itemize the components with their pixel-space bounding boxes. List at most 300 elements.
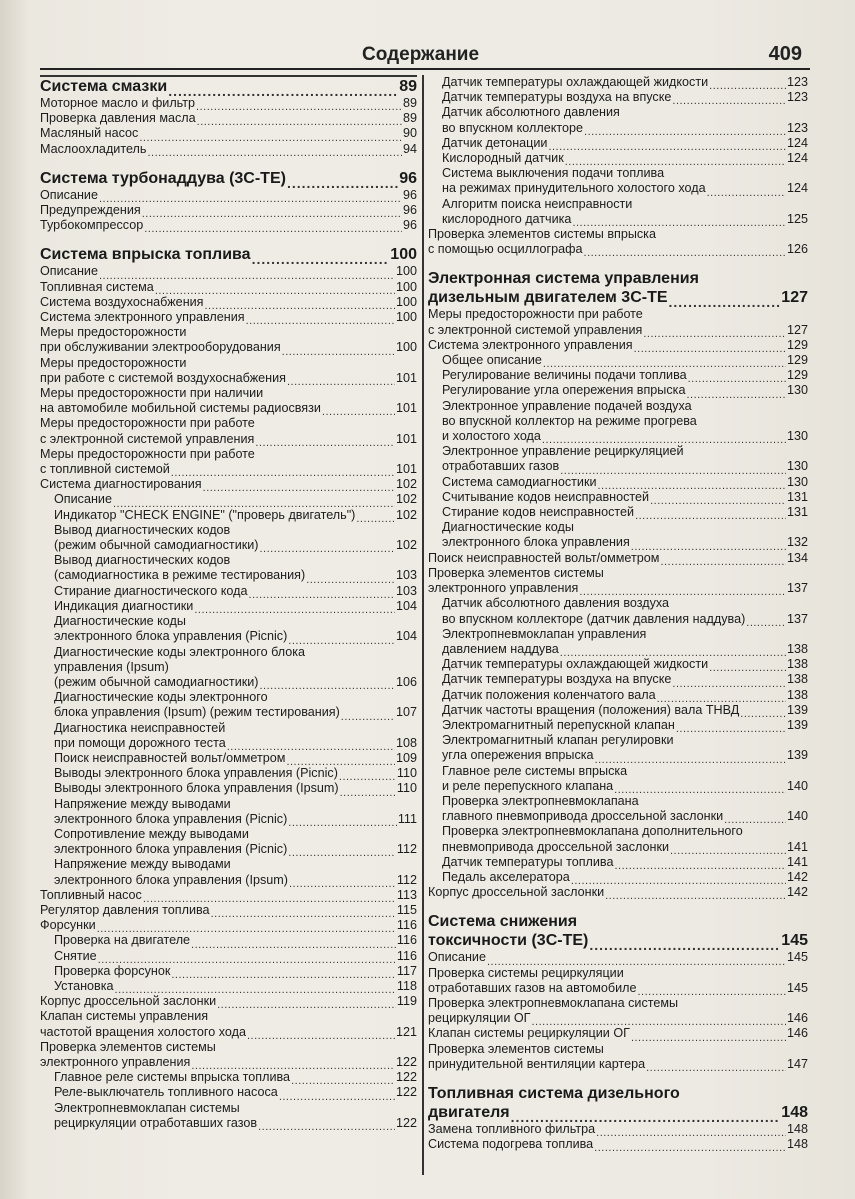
toc-entry[interactable] xyxy=(40,280,417,295)
toc-entry-title: Датчик положения коленчатого вала xyxy=(442,687,656,702)
toc-entry[interactable] xyxy=(40,508,417,523)
toc-entry[interactable] xyxy=(40,949,417,964)
dot-leader xyxy=(686,387,786,399)
toc-entry-title: Система турбонаддува (3C-TE) xyxy=(40,169,286,187)
toc-page-number: 106 xyxy=(395,674,417,689)
toc-entry[interactable] xyxy=(40,1085,417,1100)
toc-page-number: 108 xyxy=(395,735,417,750)
toc-page-number: 146 xyxy=(786,1011,808,1026)
dot-leader xyxy=(287,174,398,188)
toc-page-number: 146 xyxy=(786,1026,808,1041)
toc-entry[interactable] xyxy=(40,584,417,599)
toc-entry-title: Система электронного управления xyxy=(40,310,245,325)
toc-entry-title: Датчик температуры воздуха на впуске xyxy=(442,672,672,687)
toc-entry[interactable] xyxy=(40,218,417,233)
toc-entry-title: с топливной системой xyxy=(40,462,170,477)
toc-entry-title: Датчик детонации xyxy=(442,135,548,150)
toc-column-left xyxy=(40,75,417,1131)
dot-leader xyxy=(143,891,396,903)
dot-leader xyxy=(139,130,402,142)
toc-entry-title: Общее описание xyxy=(442,353,542,368)
toc-entry-title: Регулятор давления топлива xyxy=(40,902,210,917)
toc-entry[interactable] xyxy=(40,111,417,126)
toc-entry-title: при работе с системой воздухоснабжения xyxy=(40,370,286,385)
toc-entry[interactable] xyxy=(40,538,417,553)
toc-page-number: 103 xyxy=(395,568,417,583)
toc-page-number: 138 xyxy=(786,657,808,672)
toc-entry[interactable] xyxy=(428,885,808,900)
toc-page-number: 115 xyxy=(396,902,417,917)
toc-entry[interactable] xyxy=(428,642,808,657)
toc-page-number: 137 xyxy=(786,611,808,626)
dot-leader xyxy=(203,480,395,492)
dot-leader xyxy=(560,463,786,475)
toc-page-number: 100 xyxy=(395,340,417,355)
toc-entry[interactable] xyxy=(428,323,808,338)
toc-page-number: 116 xyxy=(396,948,417,963)
toc-entry-title: Датчик температуры охлаждающей жидкости xyxy=(442,657,709,672)
toc-page-number: 89 xyxy=(402,111,417,126)
dot-leader xyxy=(634,341,786,353)
toc-page-number: 145 xyxy=(786,980,808,995)
dot-leader xyxy=(672,93,786,105)
dot-leader xyxy=(259,541,395,553)
dot-leader xyxy=(543,356,786,368)
toc-page-number: 109 xyxy=(395,750,417,765)
toc-entry[interactable] xyxy=(428,136,808,151)
toc-page-number: 101 xyxy=(395,401,417,416)
toc-entry-title: давлением наддува xyxy=(442,641,559,656)
toc-entry[interactable] xyxy=(40,736,417,751)
dot-leader xyxy=(249,587,395,599)
dot-leader xyxy=(650,493,786,505)
toc-entry[interactable] xyxy=(40,1025,417,1040)
dot-leader xyxy=(252,250,390,264)
dot-leader xyxy=(542,432,786,444)
toc-entry[interactable] xyxy=(40,918,417,933)
toc-page-number: 124 xyxy=(786,181,808,196)
dot-leader xyxy=(598,478,786,490)
toc-entry-line: Датчик абсолютного давления xyxy=(442,105,620,120)
toc-section[interactable] xyxy=(40,169,417,188)
toc-entry[interactable] xyxy=(40,188,417,203)
toc-page-number: 123 xyxy=(786,120,808,135)
toc-entry-line: Вывод диагностических кодов xyxy=(54,522,231,537)
toc-entry[interactable] xyxy=(40,295,417,310)
toc-entry[interactable] xyxy=(40,462,417,477)
toc-entry[interactable] xyxy=(428,551,808,566)
toc-entry-line: Проверка системы рециркуляции xyxy=(428,965,624,980)
toc-page-number: 104 xyxy=(395,598,417,613)
toc-entry[interactable] xyxy=(40,705,417,720)
toc-entry[interactable] xyxy=(40,310,417,325)
toc-entry-title: рециркуляции ОГ xyxy=(428,1011,531,1026)
section-gap xyxy=(428,900,808,912)
page-header xyxy=(40,40,810,70)
toc-page-number: 100 xyxy=(395,264,417,279)
toc-entry-title: Снятие xyxy=(54,948,97,963)
toc-entry[interactable] xyxy=(40,842,417,857)
toc-entry-title: угла опережения впрыска xyxy=(442,748,594,763)
toc-page-number: 148 xyxy=(781,1103,808,1121)
page-title: Содержание xyxy=(362,44,480,65)
dot-leader xyxy=(99,191,402,203)
toc-entry-line: Проверка электропневмоклапана системы xyxy=(428,995,679,1010)
toc-entry-title: Топливная система xyxy=(40,279,154,294)
dot-leader xyxy=(246,313,395,325)
dot-leader xyxy=(565,154,786,166)
toc-entry[interactable] xyxy=(428,672,808,687)
toc-entry-title: Система электронного управления xyxy=(428,337,633,352)
toc-page-number: 124 xyxy=(786,151,808,166)
toc-entry[interactable] xyxy=(40,371,417,386)
toc-entry-title: с электронной системой управления xyxy=(428,322,643,337)
toc-page-number: 142 xyxy=(786,869,808,884)
toc-entry-title: Описание xyxy=(54,492,112,507)
toc-page-number: 94 xyxy=(402,141,417,156)
dot-leader xyxy=(584,124,786,136)
toc-entry[interactable] xyxy=(428,950,808,965)
page-number: 409 xyxy=(768,43,802,65)
toc-entry-title: электронного блока управления (Ipsum) xyxy=(54,872,288,887)
toc-entry-title: (самодиагностика в режиме тестирования) xyxy=(54,568,306,583)
dot-leader xyxy=(306,572,395,584)
toc-entry[interactable] xyxy=(40,994,417,1009)
toc-entry-title: Проверка на двигателе xyxy=(54,933,191,948)
toc-entry[interactable] xyxy=(428,383,808,398)
toc-entry[interactable] xyxy=(428,1122,808,1137)
toc-entry[interactable] xyxy=(428,1011,808,1026)
toc-entry[interactable] xyxy=(40,432,417,447)
toc-entry-title: с помощью осциллографа xyxy=(428,242,583,257)
toc-page-number: 127 xyxy=(781,289,808,307)
toc-page-number: 110 xyxy=(396,766,417,781)
dot-leader xyxy=(572,215,786,227)
toc-entry[interactable] xyxy=(428,353,808,368)
toc-entry-title: Стирание диагностического кода xyxy=(54,583,248,598)
toc-entry-line: Сопротивление между выводами xyxy=(54,826,249,841)
toc-page-number: 102 xyxy=(395,507,417,522)
dot-leader xyxy=(194,602,395,614)
toc-entry[interactable] xyxy=(40,629,417,644)
toc-page-number: 100 xyxy=(395,279,417,294)
toc-entry[interactable] xyxy=(40,599,417,614)
dot-leader xyxy=(97,921,396,933)
toc-entry-line: Диагностика неисправностей xyxy=(54,720,226,735)
toc-entry[interactable] xyxy=(428,429,808,444)
toc-entry[interactable] xyxy=(40,1055,417,1070)
toc-page-number: 103 xyxy=(395,583,417,598)
toc-section[interactable] xyxy=(428,288,808,307)
toc-page-number: 119 xyxy=(396,994,417,1009)
toc-entry-line: Электропневмоклапан управления xyxy=(442,626,647,641)
toc-entry[interactable] xyxy=(428,748,808,763)
toc-entry[interactable] xyxy=(40,1070,417,1085)
toc-entry[interactable] xyxy=(428,1026,808,1041)
toc-page-number: 90 xyxy=(402,126,417,141)
toc-entry-title: Форсунки xyxy=(40,918,96,933)
dot-leader xyxy=(571,873,786,885)
toc-entry[interactable] xyxy=(428,981,808,996)
toc-page-number: 129 xyxy=(786,353,808,368)
toc-entry[interactable] xyxy=(40,477,417,492)
dot-leader xyxy=(258,1119,395,1131)
toc-page-number: 112 xyxy=(396,842,417,857)
toc-entry-title: во впускном коллекторе (датчик давления наддува) xyxy=(442,611,746,626)
toc-entry-line: во впускной коллектор на режиме прогрева xyxy=(442,413,697,428)
toc-page-number: 101 xyxy=(395,370,417,385)
toc-entry-title: главного пневмопривода дроссельной заслонки xyxy=(442,809,724,824)
toc-entry[interactable] xyxy=(40,340,417,355)
toc-entry-line: Диагностические коды xyxy=(442,520,574,535)
section-gap xyxy=(428,257,808,269)
dot-leader xyxy=(191,937,396,949)
toc-entry[interactable] xyxy=(40,1116,417,1131)
dot-leader xyxy=(646,1060,786,1072)
toc-page-number: 134 xyxy=(786,550,808,565)
toc-page-number: 96 xyxy=(402,203,417,218)
toc-page-number: 140 xyxy=(786,809,808,824)
section-gap xyxy=(428,1072,808,1084)
toc-entry[interactable] xyxy=(428,368,808,383)
toc-entry-title: Предупреждения xyxy=(40,203,141,218)
toc-entry-title: Выводы электронного блока управления (Ipsum) xyxy=(54,781,339,796)
toc-page-number: 129 xyxy=(786,368,808,383)
toc-entry-line: Меры предосторожности при работе xyxy=(40,446,255,461)
toc-section[interactable] xyxy=(428,1103,808,1122)
toc-entry-title: Описание xyxy=(40,187,98,202)
toc-entry[interactable] xyxy=(428,809,808,824)
toc-entry-line: Диагностические коды xyxy=(54,614,186,629)
toc-entry[interactable] xyxy=(428,535,808,550)
toc-entry-title: и реле перепускного клапана xyxy=(442,778,614,793)
toc-entry-title: Установка xyxy=(54,978,114,993)
toc-section[interactable] xyxy=(428,931,808,950)
toc-page-number: 122 xyxy=(395,1085,417,1100)
toc-entry-line: Меры предосторожности xyxy=(40,355,187,370)
toc-entry[interactable] xyxy=(428,840,808,855)
toc-entry-line: Проверка элементов системы xyxy=(428,565,604,580)
dot-leader xyxy=(657,691,786,703)
dot-leader xyxy=(709,660,786,672)
toc-entry-title: электронного блока управления (Picnic) xyxy=(54,842,288,857)
toc-entry-title: Поиск неисправностей вольт/омметром xyxy=(428,550,660,565)
dot-leader xyxy=(709,78,786,90)
toc-entry[interactable] xyxy=(428,581,808,596)
toc-page-number: 101 xyxy=(395,431,417,446)
dot-leader xyxy=(259,678,395,690)
toc-page-number: 89 xyxy=(402,96,417,110)
toc-entry[interactable] xyxy=(428,855,808,870)
toc-entry-line: Электронное управление рециркуляцией xyxy=(442,444,684,459)
toc-page-number: 96 xyxy=(402,187,417,202)
toc-page-number: 145 xyxy=(781,932,808,950)
dot-leader xyxy=(286,754,395,766)
toc-entry-title: Выводы электронного блока управления (Picnic) xyxy=(54,766,338,781)
toc-page-number: 130 xyxy=(786,474,808,489)
toc-entry-title: кислородного датчика xyxy=(442,211,572,226)
toc-entry-title: двигателя xyxy=(428,1103,510,1121)
toc-entry[interactable] xyxy=(428,870,808,885)
dot-leader xyxy=(322,404,395,416)
toc-entry-title: Стирание кодов неисправностей xyxy=(442,505,635,520)
toc-entry-title: электронного блока управления (Picnic) xyxy=(54,629,288,644)
toc-entry[interactable] xyxy=(428,779,808,794)
toc-entry[interactable] xyxy=(40,126,417,141)
dot-leader xyxy=(596,1125,786,1137)
toc-page-number: 122 xyxy=(395,1054,417,1069)
dot-leader xyxy=(356,511,395,523)
dot-leader xyxy=(670,843,786,855)
dot-leader xyxy=(643,326,786,338)
toc-entry-title: рециркуляции отработавших газов xyxy=(54,1115,258,1130)
toc-entry-title: Главное реле системы впрыска топлива xyxy=(54,1070,291,1085)
toc-entry[interactable] xyxy=(428,212,808,227)
toc-entry[interactable] xyxy=(40,812,417,827)
toc-entry-title: Проверка давления масла xyxy=(40,111,196,126)
dot-leader xyxy=(171,967,396,979)
toc-entry-line: Клапан системы управления xyxy=(40,1009,209,1024)
toc-entry-title: Система смазки xyxy=(40,78,168,95)
toc-entry-title: при обслуживании электрооборудования xyxy=(40,340,281,355)
toc-entry[interactable] xyxy=(428,121,808,136)
toc-entry-title: электронного управления xyxy=(40,1054,191,1069)
dot-leader xyxy=(191,1058,395,1070)
toc-entry[interactable] xyxy=(40,751,417,766)
dot-leader xyxy=(211,906,396,918)
toc-entry[interactable] xyxy=(40,142,417,157)
dot-leader xyxy=(288,845,396,857)
toc-entry-title: Кислородный датчик xyxy=(442,151,564,166)
toc-entry[interactable] xyxy=(428,475,808,490)
toc-entry[interactable] xyxy=(40,492,417,507)
toc-entry[interactable] xyxy=(40,766,417,781)
dot-leader xyxy=(660,554,786,566)
toc-entry-title: Корпус дроссельной заслонки xyxy=(40,994,217,1009)
toc-page-number: 132 xyxy=(786,535,808,550)
dot-leader xyxy=(511,1108,781,1122)
dot-leader xyxy=(637,984,786,996)
toc-entry[interactable] xyxy=(428,1137,808,1152)
column-divider xyxy=(422,75,424,1175)
toc-entry[interactable] xyxy=(428,75,808,90)
dot-leader xyxy=(676,721,786,733)
dot-leader xyxy=(584,245,786,257)
toc-entry[interactable] xyxy=(428,242,808,257)
toc-page-number: 126 xyxy=(786,242,808,257)
section-title-line: Система снижения xyxy=(428,913,578,931)
dot-leader xyxy=(707,185,786,197)
toc-entry-title: токсичности (3C-TE) xyxy=(428,932,589,950)
toc-page-number: 101 xyxy=(395,462,417,477)
toc-entry[interactable] xyxy=(428,490,808,505)
toc-entry-title: Индикация диагностики xyxy=(54,598,194,613)
toc-entry[interactable] xyxy=(40,675,417,690)
toc-entry-title: частотой вращения холостого хода xyxy=(40,1024,246,1039)
toc-entry[interactable] xyxy=(40,903,417,918)
toc-entry-line: управления (Ipsum) xyxy=(54,659,169,674)
toc-entry[interactable] xyxy=(428,688,808,703)
toc-page-number: 96 xyxy=(399,169,417,187)
dot-leader xyxy=(99,268,395,280)
toc-entry[interactable] xyxy=(40,96,417,111)
toc-entry[interactable] xyxy=(428,90,808,105)
toc-entry-title: Маслоохладитель xyxy=(40,141,147,156)
toc-entry[interactable] xyxy=(40,401,417,416)
toc-entry[interactable] xyxy=(40,203,417,218)
dot-leader xyxy=(287,374,395,386)
toc-section[interactable] xyxy=(40,77,417,96)
toc-page-number: 122 xyxy=(395,1070,417,1085)
toc-entry-title: электронного управления xyxy=(428,581,579,596)
dot-leader xyxy=(560,645,786,657)
toc-page-number: 138 xyxy=(786,641,808,656)
dot-leader xyxy=(196,99,402,111)
toc-section[interactable] xyxy=(40,245,417,264)
toc-entry-title: Система воздухоснабжения xyxy=(40,294,204,309)
toc-entry[interactable] xyxy=(428,718,808,733)
dot-leader xyxy=(595,752,786,764)
section-gap xyxy=(40,157,417,169)
toc-entry[interactable] xyxy=(428,703,808,718)
toc-entry[interactable] xyxy=(40,933,417,948)
toc-entry-title: Турбокомпрессор xyxy=(40,218,144,233)
toc-entry[interactable] xyxy=(428,505,808,520)
toc-page-number: 148 xyxy=(786,1121,808,1136)
toc-page-number: 130 xyxy=(786,383,808,398)
toc-entry-line: Система выключения подачи топлива xyxy=(442,166,665,181)
dot-leader xyxy=(548,139,786,151)
toc-page-number: 113 xyxy=(396,887,417,902)
dot-leader xyxy=(227,739,395,751)
toc-entry[interactable] xyxy=(428,151,808,166)
toc-entry[interactable] xyxy=(428,338,808,353)
toc-page-number: 148 xyxy=(786,1137,808,1152)
toc-page-number: 100 xyxy=(395,294,417,309)
toc-page-number: 141 xyxy=(786,839,808,854)
toc-entry[interactable] xyxy=(40,781,417,796)
toc-entry-line: Алгоритм поиска неисправности xyxy=(442,196,633,211)
toc-page-number: 139 xyxy=(786,717,808,732)
dot-leader xyxy=(113,496,395,508)
toc-entry-line: Электромагнитный клапан регулировки xyxy=(442,733,674,748)
toc-entry[interactable] xyxy=(40,264,417,279)
toc-entry[interactable] xyxy=(40,964,417,979)
toc-entry[interactable] xyxy=(40,568,417,583)
toc-entry-line: Датчик абсолютного давления воздуха xyxy=(442,596,670,611)
dot-leader xyxy=(532,1014,786,1026)
toc-entry-title: Описание xyxy=(40,264,98,279)
dot-leader xyxy=(205,298,395,310)
toc-entry[interactable] xyxy=(40,888,417,903)
toc-entry[interactable] xyxy=(40,979,417,994)
toc-entry[interactable] xyxy=(40,873,417,888)
toc-entry-line: Напряжение между выводами xyxy=(54,857,231,872)
toc-entry[interactable] xyxy=(428,612,808,627)
toc-page-number: 104 xyxy=(395,629,417,644)
toc-entry-title: на автомобиле мобильной системы радиосвязи xyxy=(40,401,321,416)
toc-entry[interactable] xyxy=(428,181,808,196)
toc-entry-title: Педаль акселератора xyxy=(442,869,570,884)
toc-entry[interactable] xyxy=(428,459,808,474)
toc-entry[interactable] xyxy=(428,1057,808,1072)
dot-leader xyxy=(605,888,786,900)
toc-entry-line: Напряжение между выводами xyxy=(54,796,231,811)
toc-entry-line: Проверка электропневмоклапана xyxy=(442,793,639,808)
dot-leader xyxy=(168,82,398,96)
toc-entry-title: Топливный насос xyxy=(40,887,142,902)
toc-entry[interactable] xyxy=(428,657,808,672)
